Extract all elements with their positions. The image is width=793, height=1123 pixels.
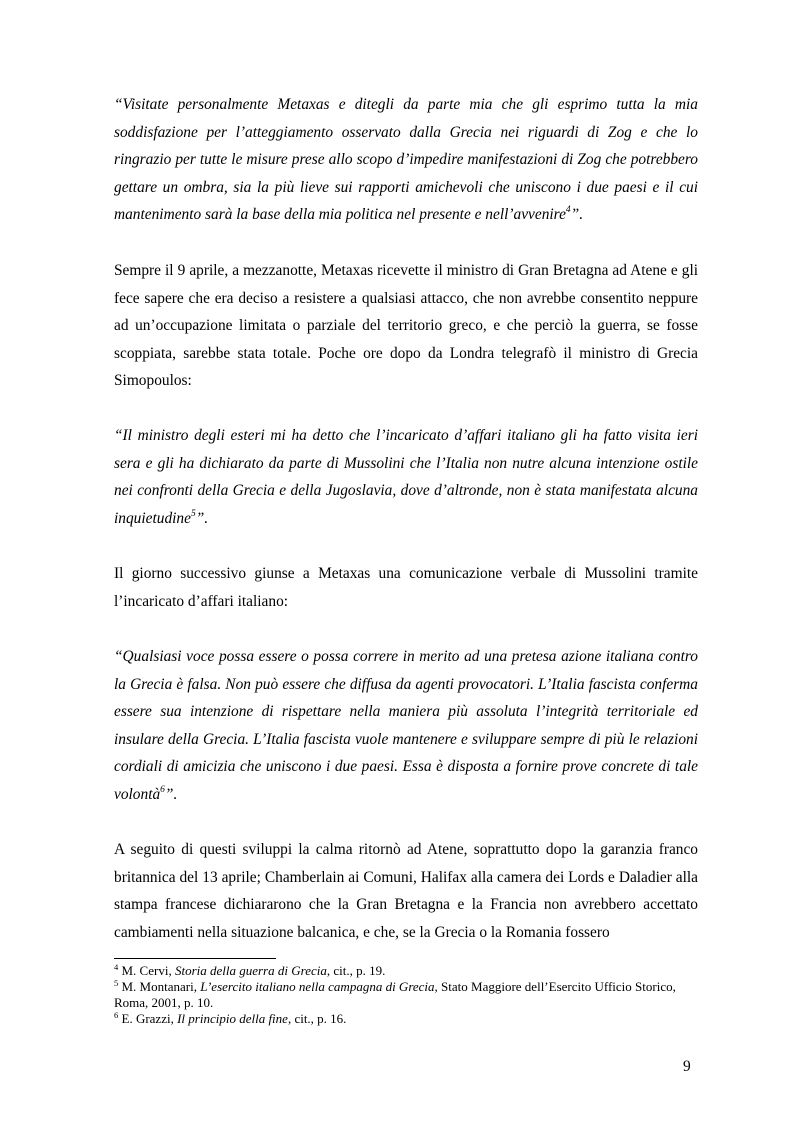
- quote-1-close: ”.: [570, 206, 584, 224]
- footnote-6-rest: , cit., p. 16.: [287, 1011, 347, 1026]
- footnotes: [114, 963, 704, 1027]
- footnote-6-author: E. Grazzi,: [121, 1011, 174, 1026]
- quote-paragraph-3: [114, 643, 698, 809]
- footnote-4-author: M. Cervi,: [121, 963, 172, 978]
- quote-2-text: “Il ministro degli esteri mi ha detto che l’incaricato d’affari italiano gli ha fatto visita ieri sera e gli ha dichiarato da parte di Mussolini che l’Italia non nutre alcuna intenzione ostile nei confronti della Grecia e della Jugoslavia, dove d’altronde, non è stata manifestata alcuna inquietudine: [114, 427, 698, 527]
- footnote-4: [114, 963, 704, 979]
- quote-3-close: ”.: [164, 785, 178, 803]
- body-paragraph-2-text: Il giorno successivo giunse a Metaxas una comunicazione verbale di Mussolini tramite l’incaricato d’affari italiano:: [114, 565, 698, 610]
- body-paragraph-1: [114, 257, 698, 395]
- body-paragraph-2: [114, 560, 698, 615]
- footnote-5-rest: , Stato Maggiore dell’Esercito Ufficio Storico, Roma, 2001, p. 10.: [114, 979, 676, 1010]
- footnote-separator: [114, 958, 276, 959]
- footnote-ref-4[interactable]: 4: [565, 205, 571, 216]
- footnote-5-number: 5: [114, 977, 119, 988]
- footnote-6-number: 6: [114, 1009, 119, 1020]
- quote-2-close: ”.: [195, 509, 209, 527]
- footnote-ref-6[interactable]: 6: [160, 784, 165, 795]
- body-paragraph-3: [114, 836, 698, 946]
- footnote-5-author: M. Montanari,: [121, 979, 197, 994]
- quote-paragraph-2: [114, 422, 698, 532]
- quote-3-text: “Qualsiasi voce possa essere o possa correre in merito ad una pretesa azione italiana contro la Grecia è falsa. Non può essere che diffusa da agenti provocatori. L’Italia fascista conferma essere sua intenzione di rispettare nella maniera più assoluta l’integrità territoriale ed insulare della Grecia. L’Italia fascista vuole mantenere e sviluppare sempre di più le relazioni cordiali di amicizia che uniscono i due paesi. Essa è disposta a fornire prove concrete di tale volontà: [114, 648, 698, 803]
- body-paragraph-3-text: A seguito di questi sviluppi la calma ritornò ad Atene, soprattutto dopo la garanzia franco britannica del 13 aprile; Chamberlain ai Comuni, Halifax alla camera dei Lords e Daladier alla stampa francese dichiararono che la Gran Bretagna e la Francia non avrebbero accettato cambiamenti nella situazione balcanica, e che, se la Grecia o la Romania fossero: [114, 841, 698, 941]
- footnote-5-title: L’esercito italiano nella campagna di Grecia: [200, 979, 435, 994]
- footnote-6-title: Il principio della fine: [177, 1011, 288, 1026]
- quote-paragraph-1: [114, 91, 698, 229]
- page-number: 9: [683, 1058, 691, 1075]
- footnote-6: [114, 1011, 704, 1027]
- quote-1-text: “Visitate personalmente Metaxas e ditegli da parte mia che gli esprimo tutta la mia soddisfazione per l’atteggiamento osservato dalla Grecia nei riguardi di Zog e che lo ringrazio per tutte le misure prese allo scopo d’impedire manifestazioni di Zog che potrebbero gettare un ombra, sia la più lieve sui rapporti amichevoli che uniscono i due paesi e il cui mantenimento sarà la base della mia politica nel presente e nell’avvenire: [114, 96, 698, 224]
- body-paragraph-1-text: Sempre il 9 aprile, a mezzanotte, Metaxas ricevette il ministro di Gran Bretagna ad Atene e gli fece sapere che era deciso a resistere a qualsiasi attacco, che non avrebbe consentito neppure ad un’occupazione limitata o parziale del territorio greco, e che perciò la guerra, se fosse scoppiata, sarebbe stata totale. Poche ore dopo da Londra telegrafò il ministro di Grecia Simopoulos:: [114, 262, 698, 390]
- footnote-4-number: 4: [114, 961, 119, 972]
- footnote-5: [114, 979, 704, 1011]
- footnote-4-rest: , cit., p. 19.: [326, 963, 386, 978]
- footnote-4-title: Storia della guerra di Grecia: [174, 963, 327, 978]
- footnote-ref-5[interactable]: 5: [190, 508, 196, 519]
